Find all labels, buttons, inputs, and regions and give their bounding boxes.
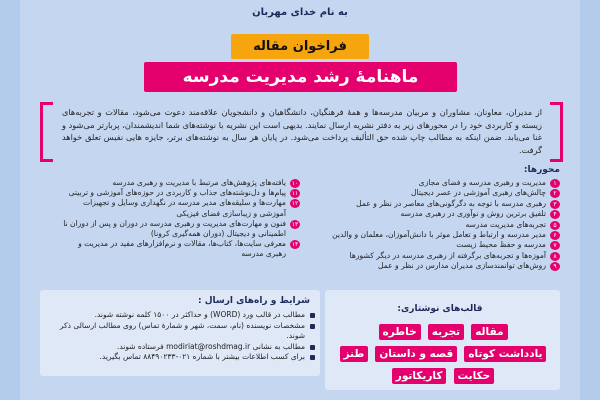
bracket-left-decoration (40, 102, 53, 162)
condition-item: مطالب به نشانی modiriat@roshdmag.ir فرستاده شوند. (50, 342, 315, 353)
number-badge: ۱۱ (291, 190, 299, 198)
number-badge: ۷ (550, 241, 560, 250)
axis-item (320, 178, 560, 188)
axis-label: رهبری مدرسه با توجه به دگرگونی‌های معاصر در نظر و عمل (356, 198, 546, 208)
condition-item: مطالب در قالب ورد (WORD) و حداکثر در ۱۵۰۰ کلمه نوشته شوند. (50, 310, 315, 321)
format-tag: کاریکاتور (392, 368, 447, 384)
axes-list-left (60, 178, 300, 260)
axis-label: معرفی سایت‌ها، کتاب‌ها، مقالات و نرم‌افزارهای مفید در مدیریت و رهبری مدرسه (78, 239, 286, 259)
axis-label: چالش‌های رهبری آموزشی در عصر دیجیتال (410, 188, 546, 198)
formats-tags (333, 320, 553, 386)
axis-item (320, 240, 560, 250)
format-tag: حکایت (454, 368, 495, 384)
axis-label: تجربه‌های مدیریت مدرسه (465, 219, 546, 229)
number-badge: ۱۰ (291, 180, 299, 187)
axis-label: تلفیق برترین روش و نوآوری در رهبری مدرسه (400, 209, 546, 219)
axis-item (320, 220, 560, 230)
bracket-right-decoration (550, 102, 563, 162)
axis-item (320, 199, 560, 209)
axis-label: مهارت‌ها و سلیقه‌های مدیر مدرسه در نگهداری وسایل و تجهیزات آموزشی و زیباسازی فضای فیزیکی (83, 198, 286, 218)
axis-label: یافته‌های پژوهش‌های مرتبط با مدیریت و رهبری مدرسه (112, 178, 286, 187)
conditions-title: شرایط و راه‌های ارسال : (197, 296, 310, 306)
number-badge: ۸ (550, 252, 560, 261)
format-tag: مقاله (471, 324, 507, 340)
axis-item (60, 219, 300, 239)
call-for-papers-banner: فراخوان مقاله (231, 34, 369, 59)
format-tag: تجربه (428, 324, 464, 340)
axis-label: مدیریت و رهبری مدرسه و فضای مجازی (418, 178, 546, 187)
axis-label: مدرسه و حفظ محیط زیست (456, 240, 546, 250)
format-tag: قصه و داستان (375, 346, 457, 362)
number-badge: ۱ (550, 179, 560, 188)
axis-item (320, 261, 560, 271)
number-badge: ۱۳ (291, 220, 299, 228)
number-badge: ۴ (550, 210, 560, 219)
number-badge: ۱۲ (291, 200, 299, 208)
bismillah-heading: به نام خدای مهربان (252, 7, 348, 18)
number-badge: ۵ (550, 221, 560, 230)
axis-label: روش‌های توانمندسازی مدیران مدارس در نظر و عمل (377, 261, 546, 271)
axis-item (320, 209, 560, 219)
axis-item (60, 188, 300, 198)
axis-item (60, 178, 300, 188)
axis-item (60, 198, 300, 218)
format-tag: طنز (340, 346, 369, 362)
number-badge: ۱۴ (291, 241, 299, 249)
condition-item: مشخصات نویسنده (نام، سمت، شهر و شمارهٔ تماس) روی مطالب ارسالی ذکر شوند. (50, 321, 315, 342)
conditions-list (50, 310, 315, 363)
magazine-title-banner: ماهنامهٔ رشد مدیریت مدرسه (144, 62, 457, 92)
axes-title: محورها: (523, 165, 560, 175)
axis-item (320, 230, 560, 240)
number-badge: ۹ (550, 262, 560, 271)
axis-label: فنون و مهارت‌های مدیریت و رهبری مدرسه در دوران و پس از دوران نا اطمینانی و دیجیتال (دوران همه‌گیری کرونا) (63, 218, 286, 239)
number-badge: ۶ (550, 231, 560, 240)
axis-item (60, 239, 300, 259)
intro-paragraph: از مدیران، معاونان، مشاوران و مربیان مدرسه‌ها و همهٔ فرهنگیان، دانشگاهیان و دانشجویان علاقه‌مند دعوت می‌شود، مقالات و تجربه‌های زیسته و کاربردی خود را در محورهای زیر به دفتر نشریه ارسال نمایند. بدیهی است این نشریه با نوشته‌های شما اندیشمندان، پربارتر می‌شود و غنا می‌یابد. ضمن اینکه به مطالب چاپ شده حق التألیف پرداخت می‌شود. در پایان هر سال به نوشته‌های برتر، جایزه هایی نفیس تعلق خواهد گرفت. (62, 107, 542, 155)
axis-label: پیام‌ها و دل‌نوشته‌های جذاب و کاربردی در حوزه‌های آموزشی و تربیتی (68, 188, 286, 198)
format-tag: یادداشت کوتاه (464, 346, 546, 362)
axis-label: آموزه‌ها و تجربه‌های برگرفته از رهبری مدرسه در دیگر کشورها (349, 250, 546, 260)
number-badge: ۲ (550, 189, 560, 198)
axis-item (320, 188, 560, 198)
condition-item: برای کسب اطلاعات بیشتر با شماره ۰۲۱-۸۸۴۹۰۲۳۳ تماس بگیرید. (50, 352, 315, 363)
format-tag: خاطره (379, 324, 421, 340)
formats-title: قالب‌های نوشتاری: (397, 304, 483, 314)
axis-item (320, 251, 560, 261)
number-badge: ۳ (550, 200, 560, 209)
axis-label: مدیر مدرسه و ارتباط و تعامل موثر با دانش‌آموزان، معلمان و والدین (332, 230, 546, 240)
axes-list-right (320, 178, 560, 272)
